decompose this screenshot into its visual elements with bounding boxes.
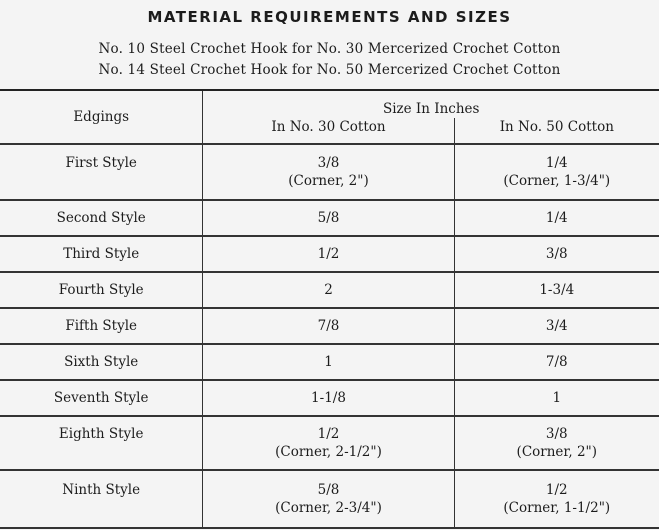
style-name: Seventh Style [0, 380, 203, 416]
table-row [0, 416, 659, 470]
size-no50: 3/8 [454, 236, 659, 272]
style-name: Sixth Style [0, 344, 203, 380]
size-no30: 1-1/8 [203, 380, 454, 416]
requirements-table [0, 89, 659, 529]
style-name: First Style [0, 144, 203, 200]
size-no30: 7/8 [203, 308, 454, 344]
header-size-group: Size In Inches [203, 90, 659, 118]
table-row [0, 470, 659, 528]
style-name: Second Style [0, 200, 203, 236]
style-name: Eighth Style [0, 416, 203, 470]
header-no30: In No. 30 Cotton [203, 118, 454, 144]
hook-line-50: No. 14 Steel Crochet Hook for No. 50 Mercerized Crochet Cotton [98, 62, 561, 78]
size-no30: 2 [203, 272, 454, 308]
table-row [0, 236, 659, 272]
style-name: Fifth Style [0, 308, 203, 344]
size-no50: 3/4 [454, 308, 659, 344]
size-no50: 1-3/4 [454, 272, 659, 308]
hook-line-30: No. 10 Steel Crochet Hook for No. 30 Mercerized Crochet Cotton [98, 41, 561, 57]
size-no30: 1/2 [203, 236, 454, 272]
style-name: Fourth Style [0, 272, 203, 308]
table-row [0, 344, 659, 380]
table-row [0, 272, 659, 308]
size-no30: 5/8 (Corner, 2-3/4") [203, 470, 454, 528]
size-no50: 1/4 (Corner, 1-3/4") [454, 144, 659, 200]
table-row [0, 144, 659, 200]
style-name: Ninth Style [0, 470, 203, 528]
size-no50: 1/4 [454, 200, 659, 236]
header-edgings: Edgings [0, 90, 203, 144]
style-name: Third Style [0, 236, 203, 272]
size-no30: 1/2 (Corner, 2-1/2") [203, 416, 454, 470]
header-no50: In No. 50 Cotton [454, 118, 659, 144]
table-row [0, 308, 659, 344]
size-no50: 3/8 (Corner, 2") [454, 416, 659, 470]
table-row [0, 200, 659, 236]
size-no50: 7/8 [454, 344, 659, 380]
size-no30: 1 [203, 344, 454, 380]
size-no30: 3/8 (Corner, 2") [203, 144, 454, 200]
size-no50: 1 [454, 380, 659, 416]
page-title: MATERIAL REQUIREMENTS AND SIZES [147, 8, 512, 26]
size-no30: 5/8 [203, 200, 454, 236]
table-row [0, 380, 659, 416]
table-header-row [0, 90, 659, 118]
size-no50: 1/2 (Corner, 1-1/2") [454, 470, 659, 528]
